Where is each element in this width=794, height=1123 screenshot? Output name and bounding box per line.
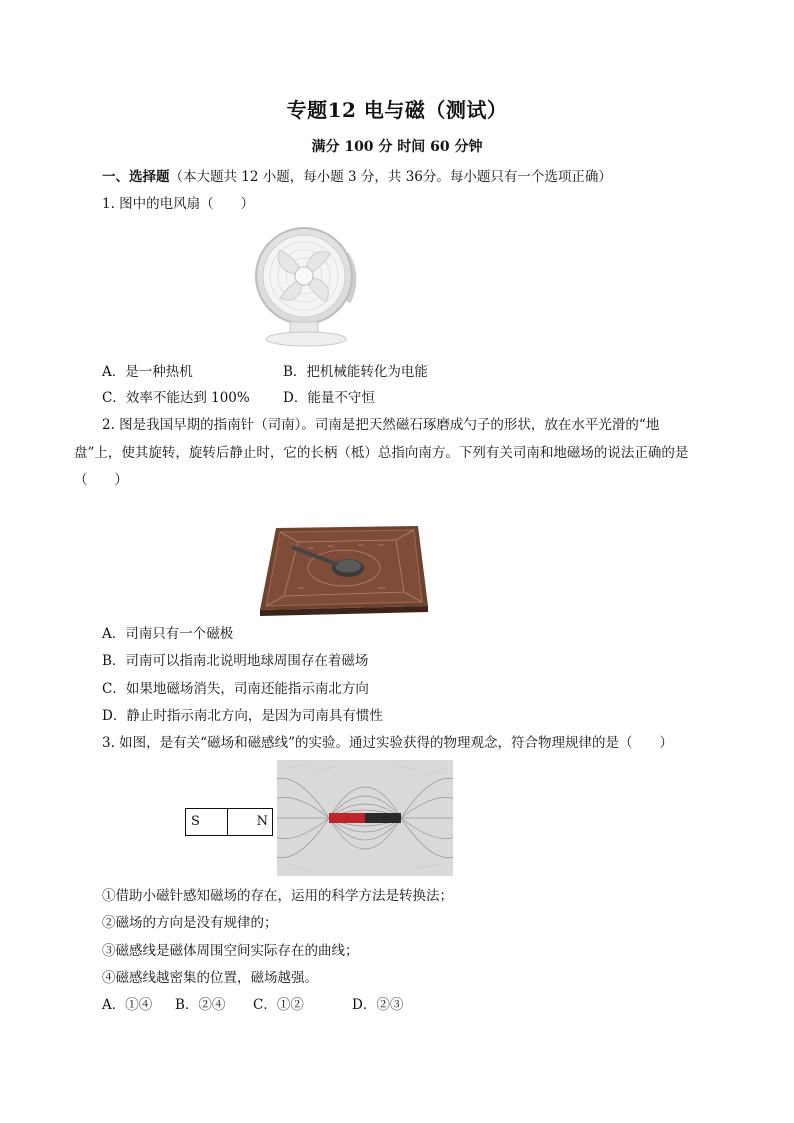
question-2-stem-line1: 2. 图是我国早期的指南针（司南）。司南是把天然磁石琢磨成勺子的形状，放在水平光滑的“地 (102, 417, 660, 433)
q2-option-b: B．司南可以指南北说明地球周围存在着磁场 (102, 653, 369, 669)
q1-option-c: C．效率不能达到 100% (102, 390, 250, 406)
q3-option-a: A．①④ (102, 997, 153, 1013)
magnet-north-pole: N (256, 814, 268, 829)
bar-magnet-diagram (185, 808, 273, 836)
exam-info: 满分 100 分 时间 60 分钟 (311, 139, 483, 155)
q1-option-a: A．是一种热机 (102, 364, 193, 380)
q2-option-a: A．司南只有一个磁极 (102, 626, 234, 642)
q3-option-d: D．②③ (352, 997, 404, 1013)
question-2-stem-line2: 盘”上，使其旋转，旋转后静止时，它的长柄（柢）总指向南方。下列有关司南和地磁场的说法正确的是 (74, 445, 689, 461)
q3-statement-1: ①借助小磁针感知磁场的存在，运用的科学方法是转换法； (102, 888, 453, 904)
q3-statement-3: ③磁感线是磁体周围空间实际存在的曲线； (102, 943, 359, 959)
magnet-south-pole: S (186, 809, 228, 835)
electric-fan-image (250, 224, 366, 348)
question-2-stem-line3: （ ） (74, 472, 128, 488)
iron-filings-field-image (277, 760, 453, 876)
section-heading-note: （本大题共 12 小题，每小题 3 分，共 36分。每小题只有一个选项正确） (169, 169, 612, 185)
q3-statement-2: ②磁场的方向是没有规律的； (102, 915, 278, 931)
section-heading-label: 一、选择题 (102, 169, 170, 185)
q2-option-c: C．如果地磁场消失，司南还能指示南北方向 (102, 681, 369, 697)
sinan-compass-image (258, 518, 430, 616)
q2-option-d: D．静止时指示南北方向，是因为司南具有惯性 (102, 708, 383, 724)
q1-option-b: B．把机械能转化为电能 (283, 364, 428, 380)
q1-option-d: D．能量不守恒 (283, 390, 375, 406)
question-1-stem: 1. 图中的电风扇（ ） (102, 196, 255, 212)
section-heading (102, 167, 612, 187)
q3-option-c: C．①② (253, 997, 304, 1013)
q3-statement-4: ④磁感线越密集的位置，磁场越强。 (102, 970, 318, 986)
q3-option-b: B．②④ (175, 997, 226, 1013)
page-title: 专题12 电与磁（测试） (286, 98, 508, 122)
question-3-stem: 3. 如图，是有关“磁场和磁感线”的实验。通过实验获得的物理观念，符合物理规律的是（ ） (102, 735, 673, 751)
